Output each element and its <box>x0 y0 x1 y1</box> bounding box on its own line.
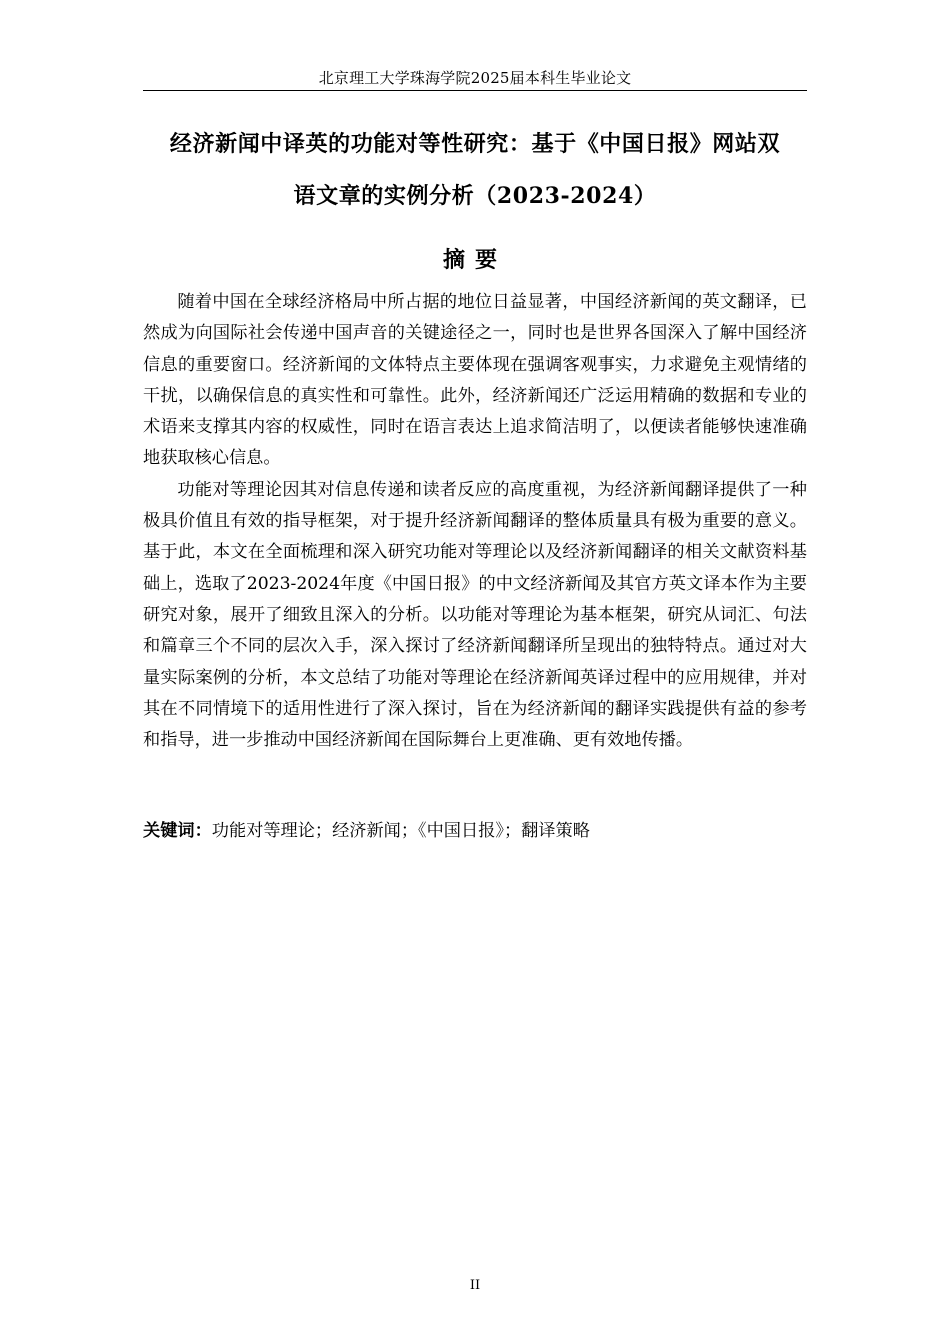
abstract-paragraph-1: 随着中国在全球经济格局中所占据的地位日益显著，中国经济新闻的英文翻译，已然成为向国际社会传递中国声音的关键途径之一，同时也是世界各国深入了解中国经济信息的重要窗口。经济新闻的文体特点主要体现在强调客观事实，力求避免主观情绪的干扰，以确保信息的真实性和可靠性。此外，经济新闻还广泛运用精确的数据和专业的术语来支撑其内容的权威性，同时在语言表达上追求简洁明了，以便读者能够快速准确地获取核心信息。 <box>143 292 807 469</box>
page-number: II <box>469 1278 481 1293</box>
page-header: 北京理工大学珠海学院2025届本科生毕业论文 <box>318 69 632 87</box>
thesis-title <box>143 118 807 222</box>
abstract-body <box>143 287 807 756</box>
abstract-heading: 摘要 <box>442 247 507 273</box>
thesis-title-line-2: 语文章的实例分析（2023-2024） <box>293 183 657 209</box>
header-divider <box>143 90 807 91</box>
abstract-paragraph-2: 功能对等理论因其对信息传递和读者反应的高度重视，为经济新闻翻译提供了一种极具价值且有效的指导框架，对于提升经济新闻翻译的整体质量具有极为重要的意义。基于此，本文在全面梳理和深入研究功能对等理论以及经济新闻翻译的相关文献资料基础上，选取了2023-2024年度《中国日报》的中文经济新闻及其官方英文译本作为主要研究对象，展开了细致且深入的分析。以功能对等理论为基本框架，研究从词汇、句法和篇章三个不同的层次入手，深入探讨了经济新闻翻译所呈现出的独特特点。通过对大量实际案例的分析，本文总结了功能对等理论在经济新闻英译过程中的应用规律，并对其在不同情境下的适用性进行了深入探讨，旨在为经济新闻的翻译实践提供有益的参考和指导，进一步推动中国经济新闻在国际舞台上更准确、更有效地传播。 <box>143 479 807 751</box>
keywords-label: 关键词： <box>143 821 212 841</box>
keywords-line <box>143 817 807 845</box>
thesis-title-line-1: 经济新闻中译英的功能对等性研究：基于《中国日报》网站双 <box>169 131 781 157</box>
keywords-text: 功能对等理论；经济新闻；《中国日报》；翻译策略 <box>211 821 590 841</box>
